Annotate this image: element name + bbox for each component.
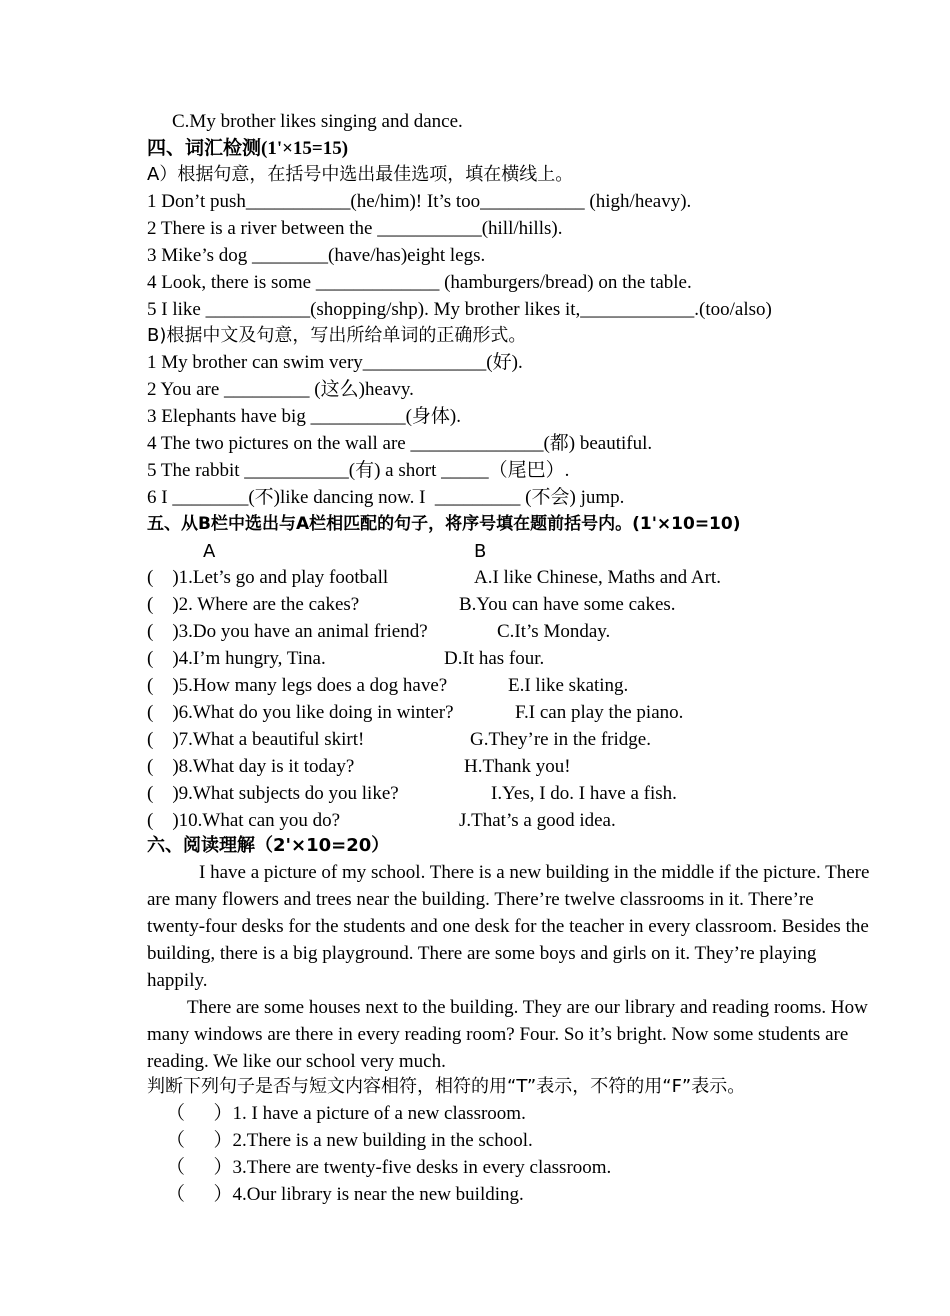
partA-item-1: 1 Don’t push___________(he/him)! It’s too___________ (high/heavy). [147,191,692,212]
match-a-3: ( )3.Do you have an animal friend? [147,621,428,642]
match-b-6: F.I can play the piano. [515,702,684,723]
match-b-9: I.Yes, I do. I have a fish. [491,783,677,804]
reading-paragraph-1: I have a picture of my school. There is a new building in the middle if the picture. There are many flowers and trees near the building. There’re twelve classrooms in it. There’re twenty-four desks for the students and one desk for the teacher in every classroom. Besides the building, there is a big playground. There are some boys and girls on it. They’re playing happily. [147,862,870,991]
partB-item-3: 3 Elephants have big __________(身体). [147,406,461,427]
column-b-header: B [474,541,487,562]
match-b-4: D.It has four. [444,648,545,669]
partA-item-3: 3 Mike’s dog ________(have/has)eight legs. [147,245,486,266]
match-a-7: ( )7.What a beautiful skirt! [147,729,365,750]
partB-item-5: 5 The rabbit ___________(有) a short _____（尾巴）. [147,460,570,481]
tf-item-4: （ ）4.Our library is near the new building. [166,1184,524,1205]
partB-item-2: 2 You are _________ (这么)heavy. [147,379,414,400]
section6-title: 六、阅读理解（2'×10=20） [147,835,390,856]
match-b-5: E.I like skating. [508,675,629,696]
section4-title: 四、词汇检测(1'×15=15) [147,138,349,159]
tf-item-1: （ ）1. I have a picture of a new classroom. [166,1103,526,1124]
partA-item-5: 5 I like ___________(shopping/shp). My brother likes it,____________.(too/also) [147,299,772,320]
tf-item-2: （ ）2.There is a new building in the school. [166,1130,533,1151]
match-b-3: C.It’s Monday. [497,621,611,642]
partA-item-2: 2 There is a river between the ___________(hill/hills). [147,218,563,239]
match-a-8: ( )8.What day is it today? [147,756,355,777]
partB-instruction: B)根据中文及句意，写出所给单词的正确形式。 [147,325,527,346]
match-a-6: ( )6.What do you like doing in winter? [147,702,454,723]
match-a-5: ( )5.How many legs does a dog have? [147,675,448,696]
tf-item-3: （ ）3.There are twenty-five desks in every classroom. [166,1157,612,1178]
column-a-header: A [203,541,216,562]
match-b-2: B.You can have some cakes. [459,594,676,615]
partB-item-4: 4 The two pictures on the wall are ______________(都) beautiful. [147,433,653,454]
match-b-1: A.I like Chinese, Maths and Art. [474,567,721,588]
section5-title: 五、从B栏中选出与A栏相匹配的句子，将序号填在题前括号内。(1'×10=10) [147,514,741,534]
option-c: C.My brother likes singing and dance. [172,111,463,132]
match-b-10: J.That’s a good idea. [459,810,616,831]
partB-item-6: 6 I ________(不)like dancing now. I _________ (不会) jump. [147,487,625,508]
match-a-1: ( )1.Let’s go and play football [147,567,389,588]
match-a-4: ( )4.I’m hungry, Tina. [147,648,326,669]
match-b-8: H.Thank you! [464,756,571,777]
partA-instruction: A）根据句意，在括号中选出最佳选项，填在横线上。 [147,164,574,185]
reading-paragraph-2: There are some houses next to the building. They are our library and reading rooms. How many windows are there in every reading room? Four. So it’s bright. Now some students are reading. We like our school very much. [147,997,868,1072]
match-a-9: ( )9.What subjects do you like? [147,783,399,804]
tf-instruction: 判断下列句子是否与短文内容相符，相符的用“T”表示，不符的用“F”表示。 [147,1076,746,1097]
match-a-10: ( )10.What can you do? [147,810,341,831]
match-b-7: G.They’re in the fridge. [470,729,651,750]
match-a-2: ( )2. Where are the cakes? [147,594,360,615]
partA-item-4: 4 Look, there is some _____________ (hamburgers/bread) on the table. [147,272,692,293]
partB-item-1: 1 My brother can swim very_____________(好). [147,352,523,373]
